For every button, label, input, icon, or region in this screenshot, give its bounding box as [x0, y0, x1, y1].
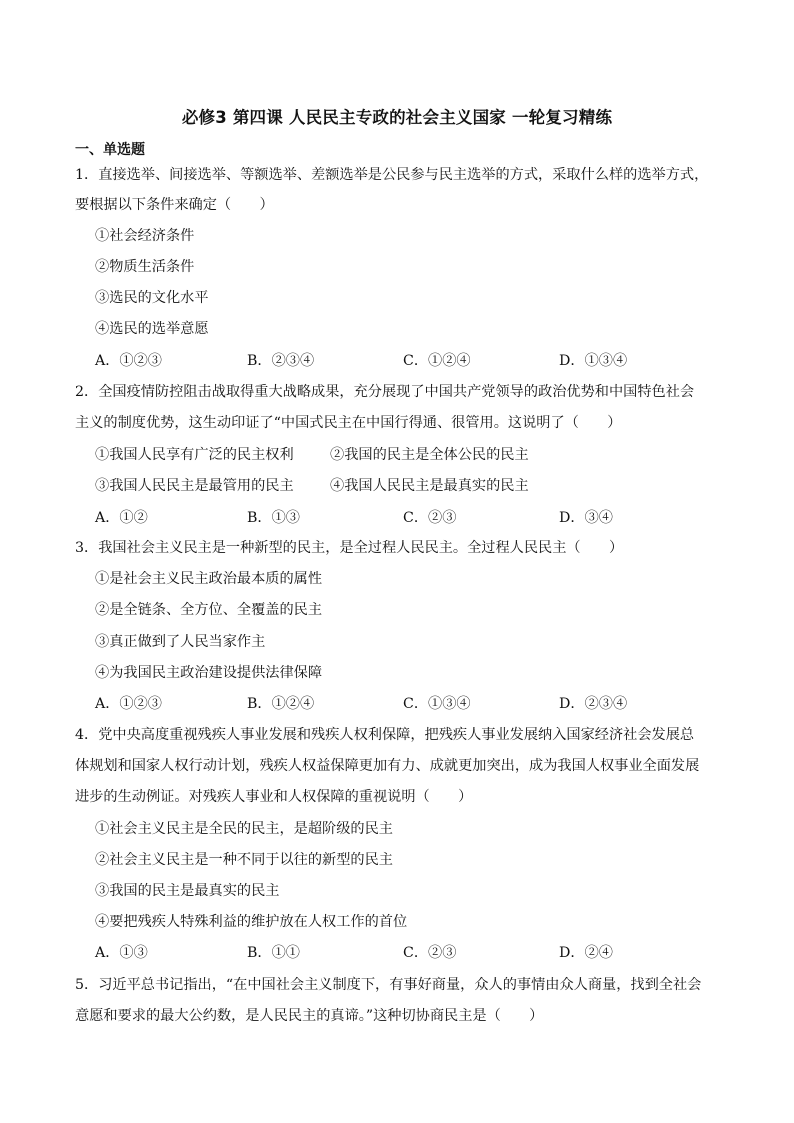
- answer-choices: [95, 943, 715, 963]
- statement: ④要把残疾人特殊利益的维护放在人权工作的首位: [95, 914, 408, 930]
- question-stem-line: 4．党中央高度重视残疾人事业发展和残疾人权利保障，把残疾人事业发展纳入国家经济社会发展总: [75, 727, 695, 743]
- choice-c[interactable]: C．①②④: [403, 353, 471, 369]
- statement: ②社会主义民主是一种不同于以往的新型的民主: [95, 852, 393, 868]
- question-stem-line: 2．全国疫情防控阻击战取得重大战略成果，充分展现了中国共产党领导的政治优势和中国特色社会: [75, 384, 695, 400]
- choice-d[interactable]: D．②④: [559, 945, 613, 961]
- answer-choices: [95, 694, 715, 714]
- question-stem-line: 主义的制度优势，这生动印证了“中国式民主在中国行得通、很管用。这说明了（ ）: [75, 415, 622, 431]
- choice-a[interactable]: A．①②: [95, 510, 148, 526]
- question-stem-line: 3．我国社会主义民主是一种新型的民主，是全过程人民民主。全过程人民民主（ ）: [75, 540, 624, 556]
- choice-b[interactable]: B．①③: [247, 510, 300, 526]
- statement: ②我国的民主是全体公民的民主: [330, 447, 529, 463]
- statement: ①是社会主义民主政治最本质的属性: [95, 571, 323, 587]
- statement: ③我国人民民主是最管用的民主: [95, 478, 294, 494]
- statement: ①社会经济条件: [95, 228, 195, 244]
- choice-b[interactable]: B．①②④: [247, 696, 315, 712]
- question-stem-line: 要根据以下条件来确定（ ）: [75, 197, 274, 213]
- choice-d[interactable]: D．①③④: [559, 353, 628, 369]
- statement: ①社会主义民主是全民的民主，是超阶级的民主: [95, 821, 393, 837]
- choice-a[interactable]: A．①③: [95, 945, 148, 961]
- question-stem-line: 意愿和要求的最大公约数，是人民民主的真谛。”这种切协商民主是（ ）: [75, 1008, 544, 1024]
- question-stem-line: 5．习近平总书记指出，“在中国社会主义制度下，有事好商量，众人的事情由众人商量，找到全社会: [75, 977, 702, 993]
- question-stem-line: 进步的生动例证。对残疾人事业和人权保障的重视说明（ ）: [75, 789, 473, 805]
- statement: ④我国人民民主是最真实的民主: [330, 478, 529, 494]
- statement: ④选民的选举意愿: [95, 321, 209, 337]
- choice-a[interactable]: A．①②③: [95, 696, 162, 712]
- choice-b[interactable]: B．②③④: [247, 353, 315, 369]
- choice-a[interactable]: A．①②③: [95, 353, 162, 369]
- question-stem-line: 1．直接选举、间接选举、等额选举、差额选举是公民参与民主选举的方式，采取什么样的选举方式，: [75, 167, 709, 183]
- choice-b[interactable]: B．①①: [247, 945, 300, 961]
- document-title: 必修3 第四课 人民民主专政的社会主义国家 一轮复习精练: [181, 108, 613, 127]
- section-heading: 一、单选题: [75, 142, 145, 158]
- statement: ②物质生活条件: [95, 259, 195, 275]
- statement: ③选民的文化水平: [95, 290, 209, 306]
- statement: ①我国人民享有广泛的民主权利: [95, 447, 294, 463]
- answer-choices: [95, 351, 715, 371]
- answer-choices: [95, 508, 715, 528]
- statement: ③真正做到了人民当家作主: [95, 634, 266, 650]
- choice-d[interactable]: D．③④: [559, 510, 613, 526]
- choice-c[interactable]: C．②③: [403, 945, 457, 961]
- choice-c[interactable]: C．②③: [403, 510, 457, 526]
- statement: ②是全链条、全方位、全覆盖的民主: [95, 602, 323, 618]
- statement: ③我国的民主是最真实的民主: [95, 883, 280, 899]
- statement: ④为我国民主政治建设提供法律保障: [95, 665, 323, 681]
- question-stem-line: 体规划和国家人权行动计划，残疾人权益保障更加有力、成就更加突出，成为我国人权事业全面发展: [75, 758, 700, 774]
- choice-d[interactable]: D．②③④: [559, 696, 628, 712]
- choice-c[interactable]: C．①③④: [403, 696, 471, 712]
